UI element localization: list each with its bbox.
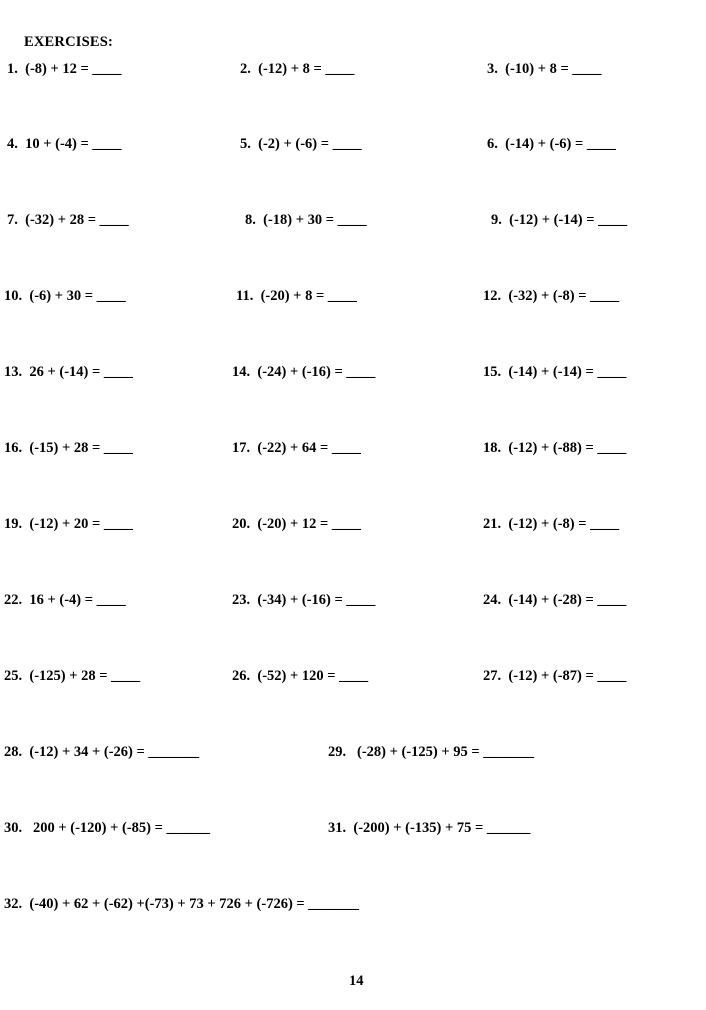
exercise-20: 20. (-20) + 12 = ____ — [232, 516, 361, 532]
exercise-27: 27. (-12) + (-87) = ____ — [483, 668, 627, 684]
exercise-32: 32. (-40) + 62 + (-62) +(-73) + 73 + 726 + (-726) = _______ — [4, 896, 360, 912]
exercise-23: 23. (-34) + (-16) = ____ — [232, 592, 376, 608]
exercise-8: 8. (-18) + 30 = ____ — [245, 212, 367, 228]
exercise-1: 1. (-8) + 12 = ____ — [7, 61, 122, 77]
exercise-17: 17. (-22) + 64 = ____ — [232, 440, 361, 456]
exercise-18: 18. (-12) + (-88) = ____ — [483, 440, 627, 456]
exercise-30: 30. 200 + (-120) + (-85) = ______ — [4, 820, 211, 836]
exercise-4: 4. 10 + (-4) = ____ — [7, 136, 122, 152]
exercise-6: 6. (-14) + (-6) = ____ — [487, 136, 616, 152]
exercise-21: 21. (-12) + (-8) = ____ — [483, 516, 620, 532]
exercise-15: 15. (-14) + (-14) = ____ — [483, 364, 627, 380]
exercise-22: 22. 16 + (-4) = ____ — [4, 592, 126, 608]
exercise-19: 19. (-12) + 20 = ____ — [4, 516, 133, 532]
page-number: 14 — [349, 973, 364, 989]
exercise-10: 10. (-6) + 30 = ____ — [4, 288, 126, 304]
exercises-heading: EXERCISES: — [24, 34, 114, 50]
exercise-25: 25. (-125) + 28 = ____ — [4, 668, 141, 684]
exercise-3: 3. (-10) + 8 = ____ — [487, 61, 602, 77]
exercise-13: 13. 26 + (-14) = ____ — [4, 364, 133, 380]
exercise-24: 24. (-14) + (-28) = ____ — [483, 592, 627, 608]
exercise-9: 9. (-12) + (-14) = ____ — [491, 212, 628, 228]
exercise-16: 16. (-15) + 28 = ____ — [4, 440, 133, 456]
exercise-11: 11. (-20) + 8 = ____ — [236, 288, 357, 304]
exercise-5: 5. (-2) + (-6) = ____ — [240, 136, 362, 152]
exercise-31: 31. (-200) + (-135) + 75 = ______ — [328, 820, 531, 836]
exercise-7: 7. (-32) + 28 = ____ — [7, 212, 129, 228]
exercise-26: 26. (-52) + 120 = ____ — [232, 668, 369, 684]
exercise-2: 2. (-12) + 8 = ____ — [240, 61, 355, 77]
exercise-14: 14. (-24) + (-16) = ____ — [232, 364, 376, 380]
exercise-29: 29. (-28) + (-125) + 95 = _______ — [328, 744, 535, 760]
exercise-12: 12. (-32) + (-8) = ____ — [483, 288, 620, 304]
exercise-28: 28. (-12) + 34 + (-26) = _______ — [4, 744, 200, 760]
